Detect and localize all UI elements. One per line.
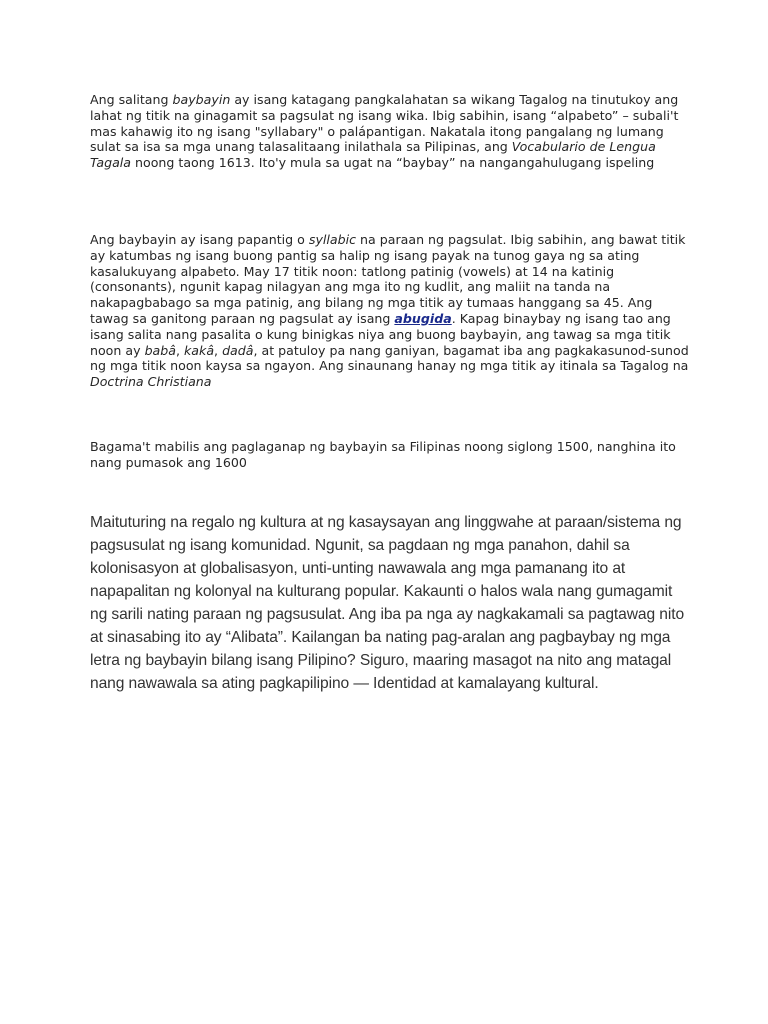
- text-run: , at patuloy pa nang ganiyan, bagamat iba ang pagkakasunod-sunod ng mga titik noon kaysa sa ngayon. Ang sinaunang hanay ng mga titik ay itinala sa Tagalog na: [90, 342, 689, 374]
- text-run: . Kapag binaybay ng isang tao ang isang salita nang pasalita o kung binigkas niya ang buong baybayin, ang tawag sa mga titik noon ay: [90, 310, 671, 358]
- text-run: ay isang katagang pangkalahatan sa wikang Tagalog na tinutukoy ang lahat ng titik na ginagamit sa pagsulat ng isang wika. Ibig sabihin, isang “alpabeto” – subali't mas kahawig ito ng isang "syllabary" o palápantigan. Nakatala itong pangalang ng lumang sulat sa isa sa mga unang talasalitaang inilathala sa Pilipinas, ang: [90, 92, 679, 155]
- paragraph-syllabic-writing: [90, 232, 690, 390]
- text-run: Ang baybayin ay isang papantig o: [90, 232, 309, 247]
- paragraph-decline: Bagama't mabilis ang paglaganap ng baybayin sa Filipinas noong siglong 1500, nanghina ito nang pumasok ang 1600: [90, 439, 676, 470]
- text-run: ,: [214, 342, 223, 358]
- italic-term-dada: dadâ: [222, 342, 254, 358]
- italic-term-kaka: kakâ: [184, 342, 215, 358]
- abugida-link[interactable]: abugida: [394, 310, 452, 326]
- text-run: na paraan ng pagsulat. Ibig sabihin, ang bawat titik ay katumbas ng isang buong pantig sa halip ng isang payak na tunog gaya ng sa ating kasalukuyang alpabeto. May 17 titik noon: tatlong patinig (vowels) at 14 na katinig (consonants), ngunit kapag nilagyan ang mga ito ng kudlit, ang maliit na tanda na nakapagbabago sa mga patinig, ang bilang ng mga titik ay tumaas hanggang sa 45. Ang tawag sa ganitong paraan ng pagsulat ay isang: [90, 232, 686, 326]
- text-run: noong taong 1613. Ito'y mula sa ugat na “baybay” na nangangahulugang ispeling: [131, 155, 655, 171]
- italic-term-baybayin: baybayin: [172, 92, 231, 107]
- paragraph-cultural-identity: Maituturing na regalo ng kultura at ng kasaysayan ang linggwahe at paraan/sistema ng pagsusulat ng isang komunidad. Ngunit, sa pagdaan ng mga panahon, dahil sa kolonisasyon at globalisasyon, unti-unting nawawala ang mga pamanang ito at napapalitan ng kolonyal na kulturang popular. Kakaunti o halos wala nang gumagamit ng sarili nating paraan ng pagsusulat. Ang iba pa nga ay nagkakamali sa pagtawag nito at sinasabing ito ay “Alibata”. Kailangan ba nating pag-aralan ang pagbaybay ng mga letra ng baybayin bilang isang Pilipino? Siguro, maaring masagot na nito ang matagal nang nawawala sa ating pagkapilipino — Identidad at kamalayang kultural.: [90, 514, 685, 692]
- italic-term-baba: babâ: [144, 342, 176, 358]
- text-run: ,: [176, 342, 185, 358]
- italic-title-vocabulario: Vocabulario de Lengua Tagala: [90, 139, 656, 171]
- paragraph-baybayin-definition: [90, 92, 690, 171]
- italic-title-doctrina: Doctrina Christiana: [90, 374, 212, 390]
- text-run: Ang salitang: [90, 92, 173, 107]
- italic-term-syllabic: syllabic: [308, 232, 357, 247]
